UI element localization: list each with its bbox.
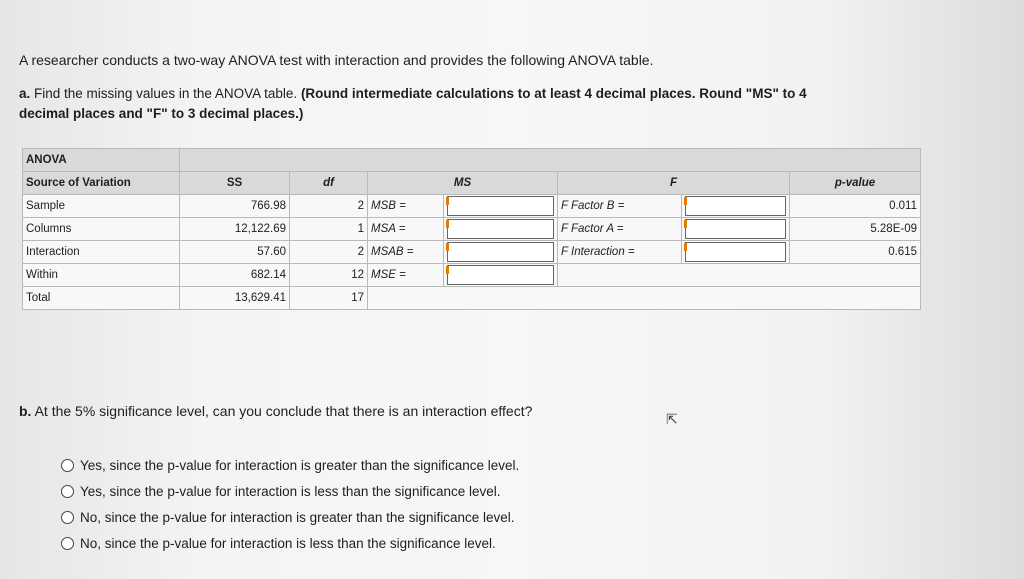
- msab-input[interactable]: [447, 242, 554, 262]
- row-df: 12: [290, 264, 368, 287]
- intro-text: A researcher conducts a two-way ANOVA test with interaction and provides the following ANOVA table.: [19, 52, 654, 68]
- radio-option-4[interactable]: No, since the p-value for interaction is less than the significance level.: [61, 536, 496, 551]
- f-label: F Factor B =: [558, 195, 682, 218]
- msb-input[interactable]: [447, 196, 554, 216]
- table-row: [23, 287, 921, 310]
- radio-button[interactable]: [61, 511, 74, 524]
- header-source: Source of Variation: [23, 172, 180, 195]
- ms-label: MSA =: [368, 218, 444, 241]
- radio-option-1[interactable]: Yes, since the p-value for interaction is greater than the significance level.: [61, 458, 519, 473]
- mse-input[interactable]: [447, 265, 554, 285]
- row-pvalue: 0.011: [790, 195, 921, 218]
- part-b-question: [19, 403, 532, 419]
- header-df: df: [290, 172, 368, 195]
- ms-label: MSB =: [368, 195, 444, 218]
- row-source: Columns: [23, 218, 180, 241]
- row-ss: 766.98: [180, 195, 290, 218]
- row-ss: 57.60: [180, 241, 290, 264]
- part-a-text: Find the missing values in the ANOVA table.: [34, 86, 298, 101]
- row-source: Sample: [23, 195, 180, 218]
- part-a-rounding-line2: decimal places and "F" to 3 decimal places.): [19, 106, 304, 121]
- table-title: ANOVA: [23, 149, 180, 172]
- part-a-rounding-line1: (Round intermediate calculations to at least 4 decimal places. Round "MS" to 4: [300, 86, 807, 101]
- header-f: F: [558, 172, 790, 195]
- ms-label: MSAB =: [368, 241, 444, 264]
- row-ss: 682.14: [180, 264, 290, 287]
- mouse-cursor-icon: ⇱: [666, 411, 678, 427]
- header-ms: MS: [368, 172, 558, 195]
- row-source: Within: [23, 264, 180, 287]
- header-ss: SS: [180, 172, 290, 195]
- row-df: 17: [290, 287, 368, 310]
- row-pvalue: 5.28E-09: [790, 218, 921, 241]
- part-b-text: At the 5% significance level, can you conclude that there is an interaction effect?: [34, 403, 533, 419]
- radio-button[interactable]: [61, 459, 74, 472]
- radio-button[interactable]: [61, 537, 74, 550]
- radio-button[interactable]: [61, 485, 74, 498]
- anova-table: [22, 148, 921, 310]
- row-ss: 13,629.41: [180, 287, 290, 310]
- part-b-prefix: b.: [19, 403, 32, 419]
- header-pvalue: p-value: [790, 172, 921, 195]
- row-df: 2: [290, 195, 368, 218]
- row-source: Interaction: [23, 241, 180, 264]
- msa-input[interactable]: [447, 219, 554, 239]
- table-row: [23, 195, 921, 218]
- row-df: 2: [290, 241, 368, 264]
- row-source: Total: [23, 287, 180, 310]
- radio-option-3[interactable]: No, since the p-value for interaction is greater than the significance level.: [61, 510, 515, 525]
- part-a-prefix: a.: [19, 86, 31, 101]
- f-label: F Interaction =: [558, 241, 682, 264]
- radio-option-2[interactable]: Yes, since the p-value for interaction is less than the significance level.: [61, 484, 501, 499]
- table-row: [23, 241, 921, 264]
- f-label: F Factor A =: [558, 218, 682, 241]
- part-a-instruction: [19, 86, 807, 101]
- table-row: [23, 218, 921, 241]
- f-factor-b-input[interactable]: [685, 196, 786, 216]
- row-ss: 12,122.69: [180, 218, 290, 241]
- f-interaction-input[interactable]: [685, 242, 786, 262]
- ms-label: MSE =: [368, 264, 444, 287]
- table-header-row: [23, 172, 921, 195]
- f-factor-a-input[interactable]: [685, 219, 786, 239]
- row-df: 1: [290, 218, 368, 241]
- table-row: [23, 264, 921, 287]
- row-pvalue: 0.615: [790, 241, 921, 264]
